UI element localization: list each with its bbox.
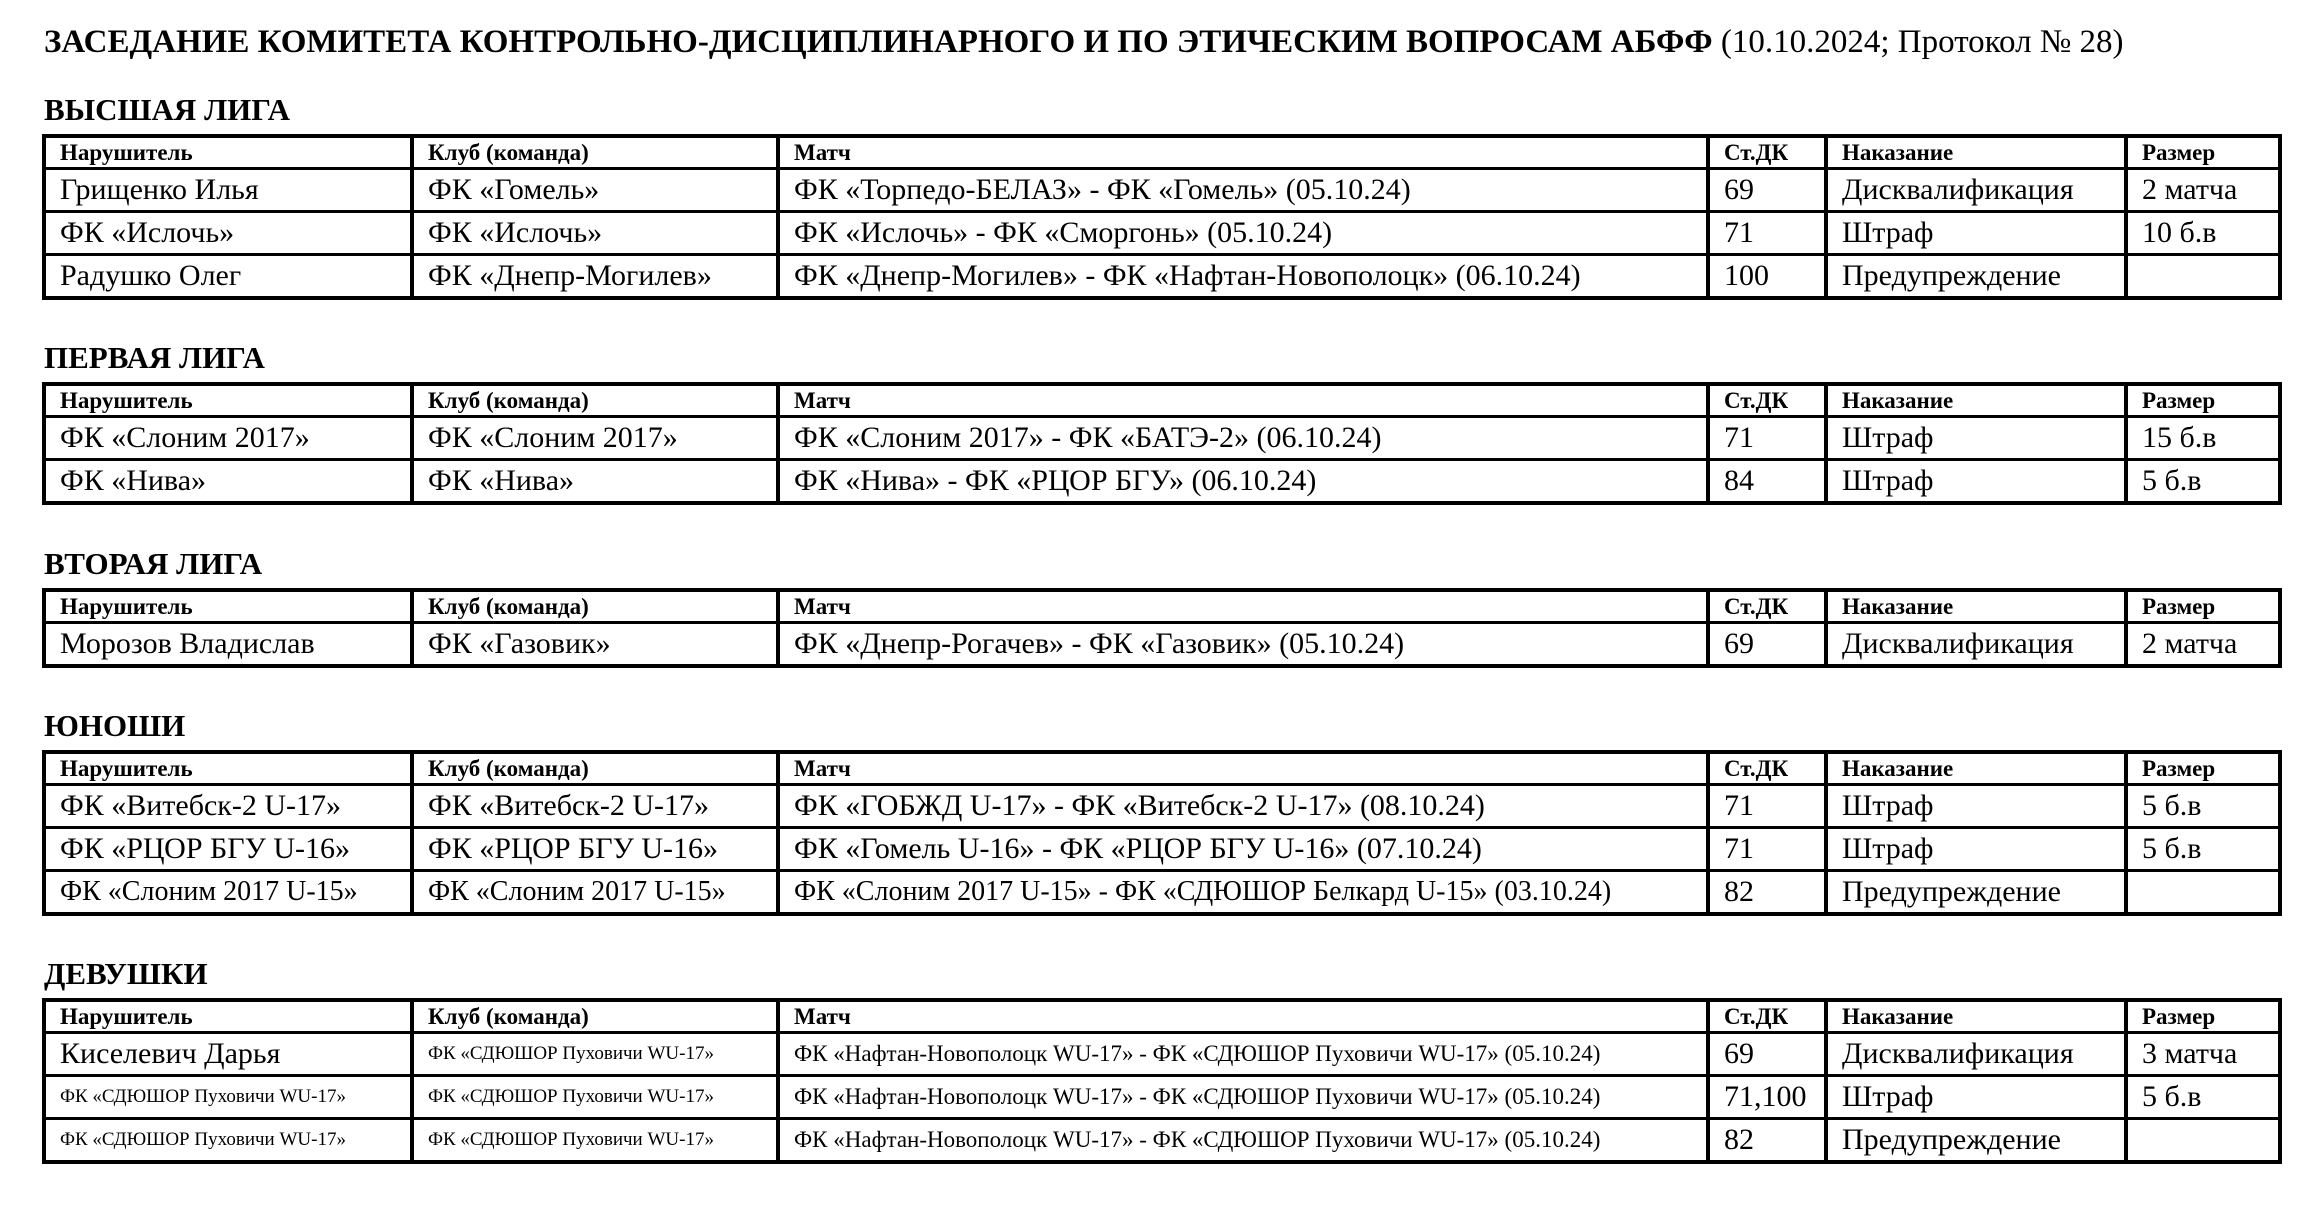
header-penalty: Наказание xyxy=(1826,752,2126,785)
table-row xyxy=(44,623,2280,667)
table-header-row xyxy=(44,1000,2280,1033)
header-article: Ст.ДК xyxy=(1708,384,1826,417)
cell-article: 71 xyxy=(1708,785,1826,828)
cell-article: 69 xyxy=(1708,623,1826,667)
cell-size xyxy=(2126,871,2280,915)
cell-article: 71 xyxy=(1708,212,1826,255)
cell-penalty: Штраф xyxy=(1826,785,2126,828)
cell-size: 10 б.в xyxy=(2126,212,2280,255)
cell-penalty: Предупреждение xyxy=(1826,871,2126,915)
table-row xyxy=(44,828,2280,871)
cell-club: ФК «Слоним 2017 U-15» xyxy=(412,871,778,915)
cell-article: 71 xyxy=(1708,417,1826,460)
cell-match: ФК «Нафтан-Новополоцк WU-17» - ФК «СДЮШОР Пуховичи WU-17» (05.10.24) xyxy=(778,1119,1708,1163)
header-size: Размер xyxy=(2126,752,2280,785)
table-row xyxy=(44,169,2280,212)
cell-article: 71,100 xyxy=(1708,1076,1826,1119)
table-row xyxy=(44,1076,2280,1119)
cell-violator: ФК «Слоним 2017» xyxy=(44,417,412,460)
header-article: Ст.ДК xyxy=(1708,752,1826,785)
table-row xyxy=(44,417,2280,460)
header-size: Размер xyxy=(2126,136,2280,169)
cell-club: ФК «Днепр-Могилев» xyxy=(412,255,778,299)
table-row xyxy=(44,1033,2280,1076)
cell-penalty: Штраф xyxy=(1826,828,2126,871)
header-club: Клуб (команда) xyxy=(412,590,778,623)
cell-violator: Радушко Олег xyxy=(44,255,412,299)
cell-club: ФК «Витебск-2 U-17» xyxy=(412,785,778,828)
cell-match: ФК «ГОБЖД U-17» - ФК «Витебск-2 U-17» (08.10.24) xyxy=(778,785,1708,828)
cell-club: ФК «СДЮШОР Пуховичи WU-17» xyxy=(412,1076,778,1119)
cell-club: ФК «РЦОР БГУ U-16» xyxy=(412,828,778,871)
header-club: Клуб (команда) xyxy=(412,136,778,169)
cell-article: 82 xyxy=(1708,1119,1826,1163)
cell-match: ФК «Днепр-Могилев» - ФК «Нафтан-Новополоцк» (06.10.24) xyxy=(778,255,1708,299)
cell-article: 84 xyxy=(1708,460,1826,504)
cell-violator: ФК «СДЮШОР Пуховичи WU-17» xyxy=(44,1119,412,1163)
cell-penalty: Штраф xyxy=(1826,417,2126,460)
cell-match: ФК «Нафтан-Новополоцк WU-17» - ФК «СДЮШОР Пуховичи WU-17» (05.10.24) xyxy=(778,1076,1708,1119)
table-premier-league xyxy=(42,134,2282,300)
cell-club: ФК «СДЮШОР Пуховичи WU-17» xyxy=(412,1033,778,1076)
cell-article: 69 xyxy=(1708,1033,1826,1076)
header-club: Клуб (команда) xyxy=(412,1000,778,1033)
cell-match: ФК «Ислочь» - ФК «Сморгонь» (05.10.24) xyxy=(778,212,1708,255)
cell-penalty: Дисквалификация xyxy=(1826,1033,2126,1076)
cell-violator: ФК «Ислочь» xyxy=(44,212,412,255)
cell-club: ФК «Газовик» xyxy=(412,623,778,667)
header-violator: Нарушитель xyxy=(44,136,412,169)
header-penalty: Наказание xyxy=(1826,590,2126,623)
cell-penalty: Предупреждение xyxy=(1826,1119,2126,1163)
cell-article: 82 xyxy=(1708,871,1826,915)
cell-size: 2 матча xyxy=(2126,623,2280,667)
table-row xyxy=(44,255,2280,299)
header-size: Размер xyxy=(2126,1000,2280,1033)
header-size: Размер xyxy=(2126,384,2280,417)
table-header-row xyxy=(44,136,2280,169)
cell-violator: ФК «Витебск-2 U-17» xyxy=(44,785,412,828)
cell-article: 71 xyxy=(1708,828,1826,871)
section-title-premier-league: ВЫСШАЯ ЛИГА xyxy=(44,92,291,127)
cell-penalty: Штраф xyxy=(1826,460,2126,504)
cell-size xyxy=(2126,1119,2280,1163)
cell-match: ФК «Торпедо-БЕЛАЗ» - ФК «Гомель» (05.10.24) xyxy=(778,169,1708,212)
section-title-youth-boys: ЮНОШИ xyxy=(44,708,186,743)
cell-size: 5 б.в xyxy=(2126,1076,2280,1119)
header-article: Ст.ДК xyxy=(1708,590,1826,623)
cell-size: 2 матча xyxy=(2126,169,2280,212)
title-meta: (10.10.2024; Протокол № 28) xyxy=(1720,24,2124,60)
cell-match: ФК «Днепр-Рогачев» - ФК «Газовик» (05.10.24) xyxy=(778,623,1708,667)
cell-violator: ФК «Слоним 2017 U-15» xyxy=(44,871,412,915)
cell-club: ФК «Слоним 2017» xyxy=(412,417,778,460)
table-second-league xyxy=(42,588,2282,668)
section-title-youth-girls: ДЕВУШКИ xyxy=(44,956,208,991)
header-violator: Нарушитель xyxy=(44,1000,412,1033)
cell-size: 5 б.в xyxy=(2126,460,2280,504)
cell-match: ФК «Слоним 2017» - ФК «БАТЭ-2» (06.10.24) xyxy=(778,417,1708,460)
table-header-row xyxy=(44,590,2280,623)
header-club: Клуб (команда) xyxy=(412,384,778,417)
header-article: Ст.ДК xyxy=(1708,136,1826,169)
section-title-second-league: ВТОРАЯ ЛИГА xyxy=(44,546,263,581)
header-article: Ст.ДК xyxy=(1708,1000,1826,1033)
cell-match: ФК «Нива» - ФК «РЦОР БГУ» (06.10.24) xyxy=(778,460,1708,504)
cell-match: ФК «Гомель U-16» - ФК «РЦОР БГУ U-16» (07.10.24) xyxy=(778,828,1708,871)
table-first-league xyxy=(42,382,2282,505)
header-match: Матч xyxy=(778,384,1708,417)
cell-club: ФК «Ислочь» xyxy=(412,212,778,255)
table-row xyxy=(44,212,2280,255)
cell-penalty: Штраф xyxy=(1826,1076,2126,1119)
cell-penalty: Дисквалификация xyxy=(1826,623,2126,667)
cell-size: 3 матча xyxy=(2126,1033,2280,1076)
cell-violator: Киселевич Дарья xyxy=(44,1033,412,1076)
title-main: ЗАСЕДАНИЕ КОМИТЕТА КОНТРОЛЬНО-ДИСЦИПЛИНАРНОГО И ПО ЭТИЧЕСКИМ ВОПРОСАМ АБФФ xyxy=(44,24,1713,60)
cell-club: ФК «Нива» xyxy=(412,460,778,504)
cell-size: 5 б.в xyxy=(2126,828,2280,871)
header-match: Матч xyxy=(778,1000,1708,1033)
header-size: Размер xyxy=(2126,590,2280,623)
table-row xyxy=(44,785,2280,828)
table-row xyxy=(44,460,2280,504)
cell-penalty: Штраф xyxy=(1826,212,2126,255)
cell-club: ФК «СДЮШОР Пуховичи WU-17» xyxy=(412,1119,778,1163)
document-title xyxy=(44,24,2124,61)
cell-article: 69 xyxy=(1708,169,1826,212)
cell-match: ФК «Слоним 2017 U-15» - ФК «СДЮШОР Белкард U-15» (03.10.24) xyxy=(778,871,1708,915)
table-row xyxy=(44,871,2280,915)
cell-size: 15 б.в xyxy=(2126,417,2280,460)
header-penalty: Наказание xyxy=(1826,1000,2126,1033)
cell-violator: ФК «СДЮШОР Пуховичи WU-17» xyxy=(44,1076,412,1119)
table-youth-girls xyxy=(42,998,2282,1164)
header-club: Клуб (команда) xyxy=(412,752,778,785)
header-violator: Нарушитель xyxy=(44,752,412,785)
cell-penalty: Предупреждение xyxy=(1826,255,2126,299)
header-violator: Нарушитель xyxy=(44,384,412,417)
table-header-row xyxy=(44,384,2280,417)
table-youth-boys xyxy=(42,750,2282,916)
cell-penalty: Дисквалификация xyxy=(1826,169,2126,212)
header-match: Матч xyxy=(778,752,1708,785)
cell-violator: ФК «Нива» xyxy=(44,460,412,504)
header-match: Матч xyxy=(778,590,1708,623)
cell-violator: ФК «РЦОР БГУ U-16» xyxy=(44,828,412,871)
cell-club: ФК «Гомель» xyxy=(412,169,778,212)
cell-violator: Морозов Владислав xyxy=(44,623,412,667)
header-penalty: Наказание xyxy=(1826,136,2126,169)
section-title-first-league: ПЕРВАЯ ЛИГА xyxy=(44,340,265,375)
table-row xyxy=(44,1119,2280,1163)
cell-article: 100 xyxy=(1708,255,1826,299)
cell-size: 5 б.в xyxy=(2126,785,2280,828)
cell-violator: Грищенко Илья xyxy=(44,169,412,212)
header-match: Матч xyxy=(778,136,1708,169)
cell-match: ФК «Нафтан-Новополоцк WU-17» - ФК «СДЮШОР Пуховичи WU-17» (05.10.24) xyxy=(778,1033,1708,1076)
header-penalty: Наказание xyxy=(1826,384,2126,417)
table-header-row xyxy=(44,752,2280,785)
header-violator: Нарушитель xyxy=(44,590,412,623)
cell-size xyxy=(2126,255,2280,299)
